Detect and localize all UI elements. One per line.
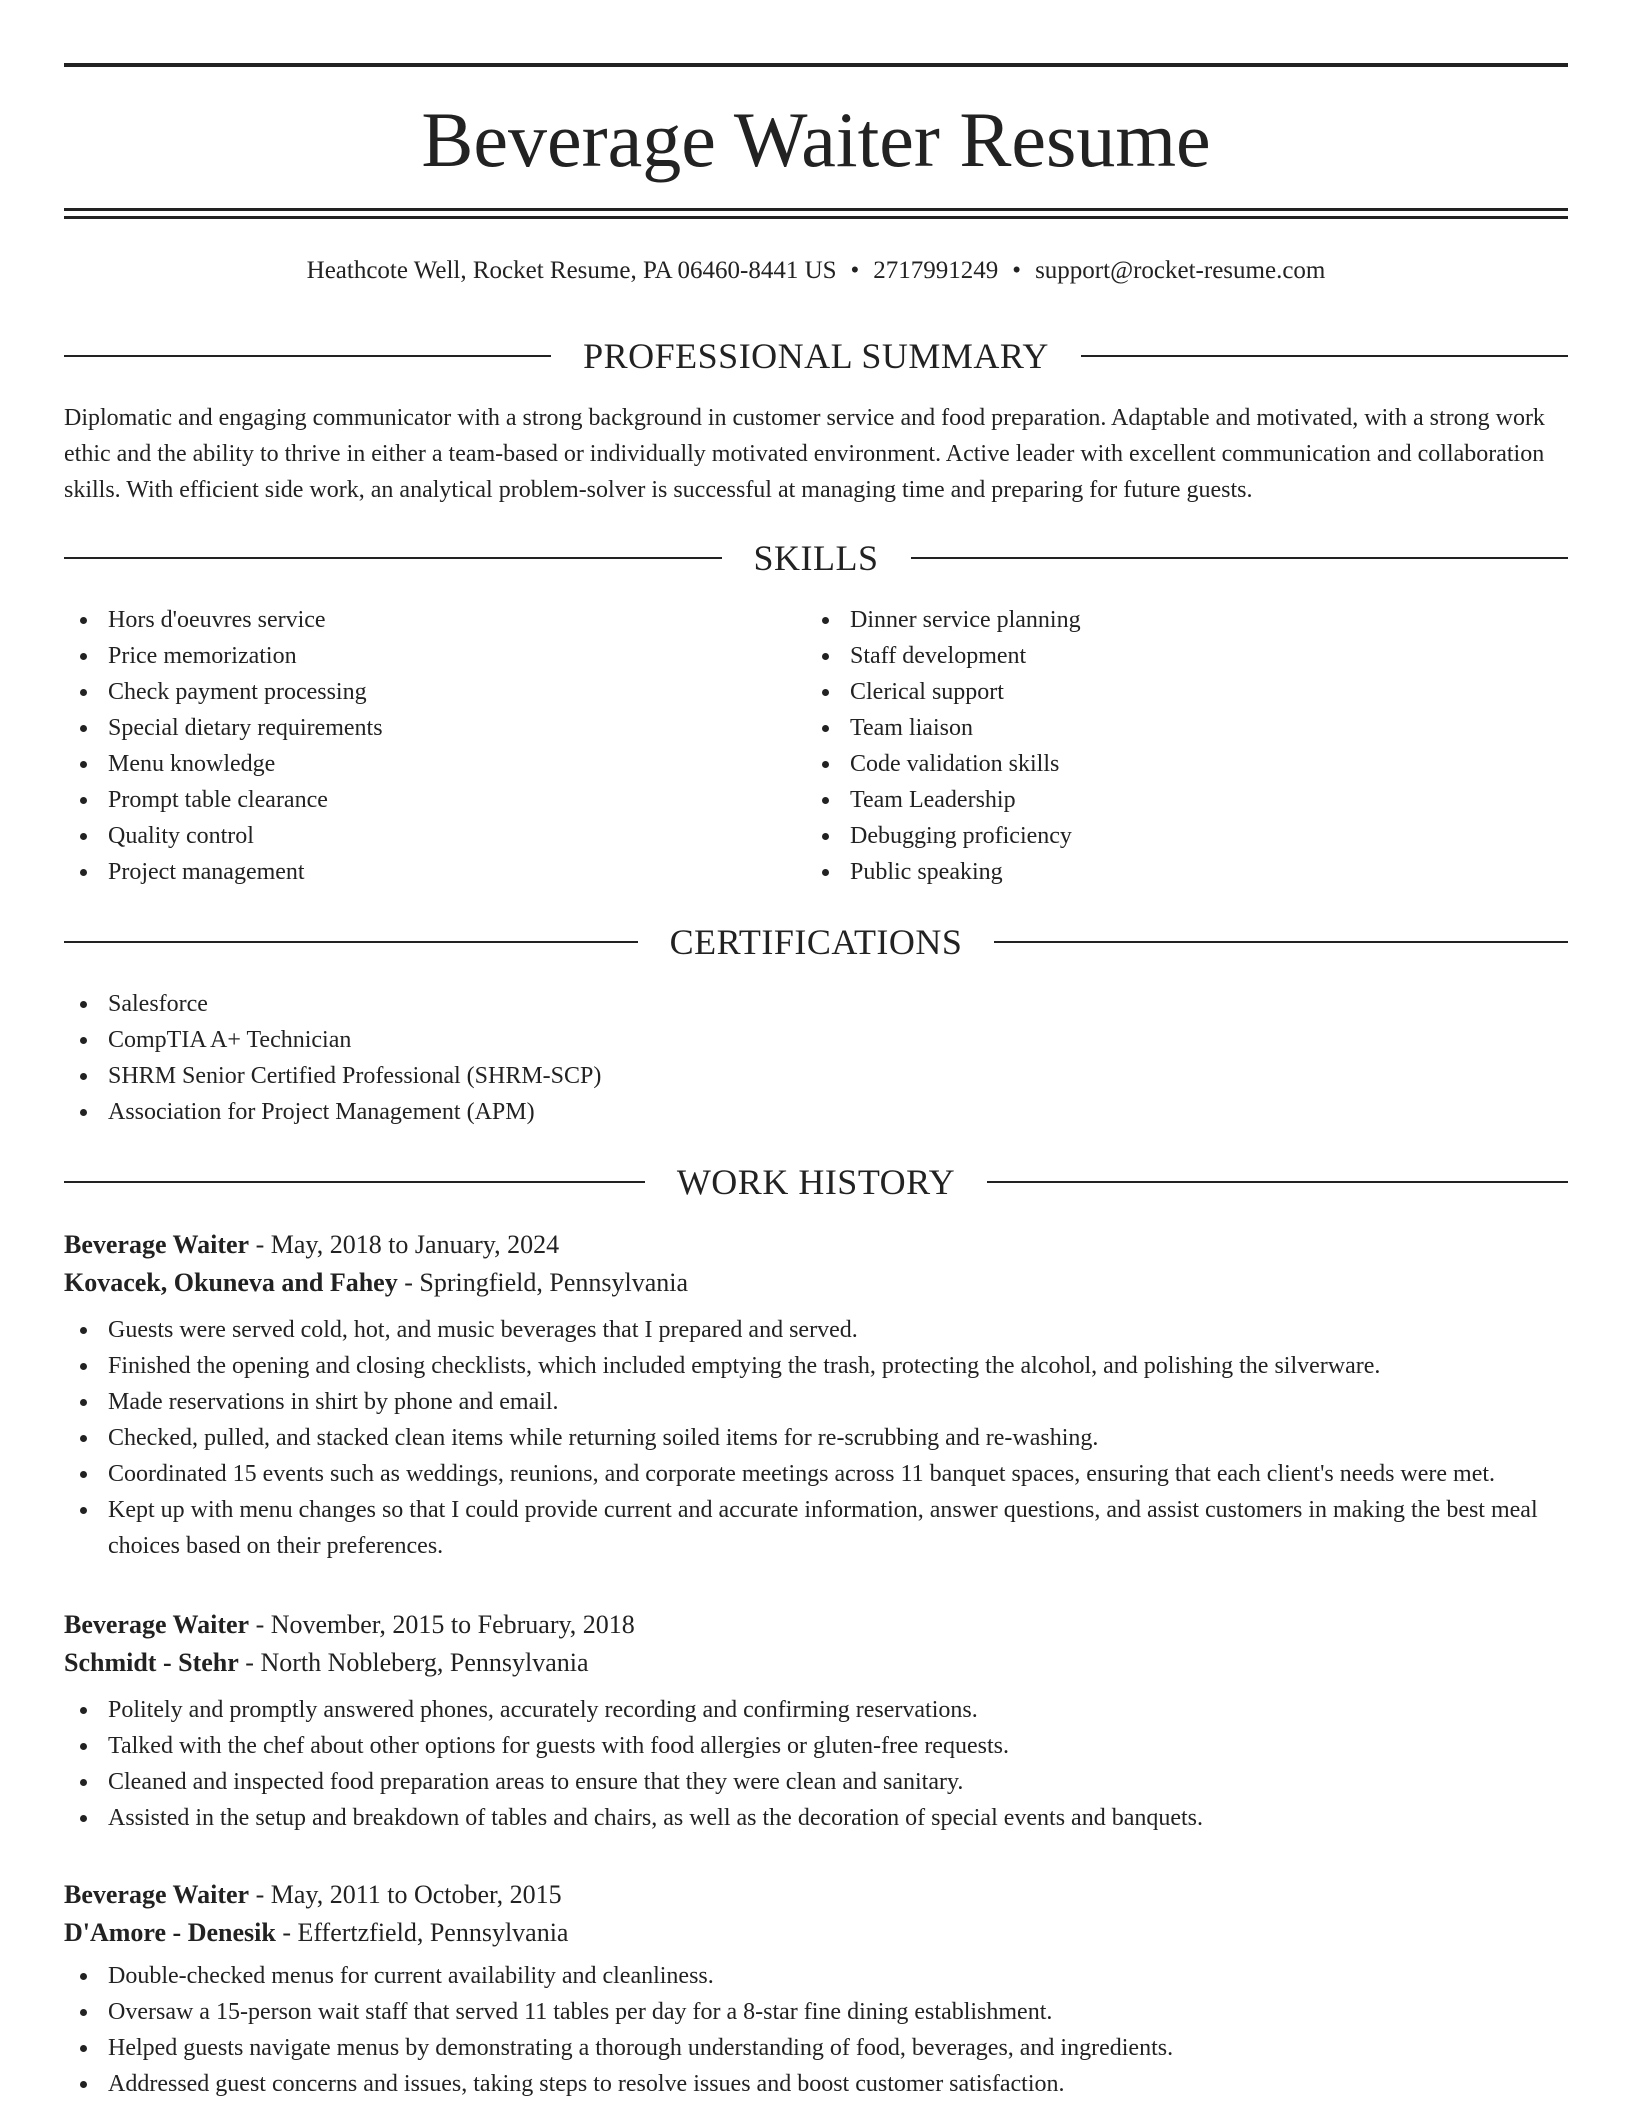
heading-rule bbox=[911, 557, 1569, 559]
skill-item: Code validation skills bbox=[806, 746, 1506, 782]
skills-list-left bbox=[64, 602, 764, 890]
skills-list-right bbox=[806, 602, 1506, 890]
job-duty: Oversaw a 15-person wait staff that served 11 tables per day for a 8-star fine dining establishment. bbox=[64, 1994, 1568, 2030]
contact-phone[interactable]: 2717991249 bbox=[873, 257, 999, 284]
job-duty: Checked, pulled, and stacked clean items while returning soiled items for re-scrubbing and re-washing. bbox=[64, 1420, 1568, 1456]
job-title-line bbox=[64, 1226, 1568, 1264]
section-heading-skills bbox=[64, 536, 1568, 580]
skill-item: Price memorization bbox=[64, 638, 764, 674]
contact-separator: • bbox=[1012, 257, 1022, 284]
contact-line bbox=[64, 254, 1568, 288]
section-heading-certifications bbox=[64, 920, 1568, 964]
job-entry bbox=[64, 1606, 1568, 1836]
job-duty: Made reservations in shirt by phone and email. bbox=[64, 1384, 1568, 1420]
title-rule-lower bbox=[64, 216, 1568, 219]
section-heading-work-history bbox=[64, 1160, 1568, 1204]
certification-item: SHRM Senior Certified Professional (SHRM-SCP) bbox=[64, 1058, 1064, 1094]
skill-item: Team Leadership bbox=[806, 782, 1506, 818]
contact-separator: • bbox=[850, 257, 860, 284]
heading-rule bbox=[1081, 355, 1568, 357]
skill-item: Staff development bbox=[806, 638, 1506, 674]
job-dates: - November, 2015 to February, 2018 bbox=[249, 1610, 635, 1639]
skill-item: Quality control bbox=[64, 818, 764, 854]
skill-item: Clerical support bbox=[806, 674, 1506, 710]
job-duty: Assisted in the setup and breakdown of tables and chairs, as well as the decoration of special events and banquets. bbox=[64, 1800, 1568, 1836]
section-title: PROFESSIONAL SUMMARY bbox=[583, 336, 1049, 376]
job-title-line bbox=[64, 1876, 1568, 1914]
job-duty: Finished the opening and closing checklists, which included emptying the trash, protecting the alcohol, and polishing the silverware. bbox=[64, 1348, 1568, 1384]
skill-item: Check payment processing bbox=[64, 674, 764, 710]
summary-text: Diplomatic and engaging communicator with a strong background in customer service and food preparation. Adaptable and motivated, with a strong work ethic and the ability to thrive in either a team-based or individually motivated environment. Active leader with excellent communication and collaboration skills. With efficient side work, an analytical problem-solver is successful at managing time and preparing for future guests. bbox=[64, 405, 1545, 503]
job-company-line bbox=[64, 1644, 1568, 1682]
certification-item: Salesforce bbox=[64, 986, 1064, 1022]
certification-item: Association for Project Management (APM) bbox=[64, 1094, 1064, 1130]
job-title: Beverage Waiter bbox=[64, 1610, 250, 1639]
job-location: - Effertzfield, Pennsylvania bbox=[275, 1918, 569, 1947]
job-duty: Cleaned and inspected food preparation areas to ensure that they were clean and sanitary. bbox=[64, 1764, 1568, 1800]
job-duty: Talked with the chef about other options for guests with food allergies or gluten-free requests. bbox=[64, 1728, 1568, 1764]
contact-address: Heathcote Well, Rocket Resume, PA 06460-8441 US bbox=[306, 257, 837, 284]
section-heading-summary bbox=[64, 334, 1568, 378]
job-location: - Springfield, Pennsylvania bbox=[397, 1268, 689, 1297]
heading-rule bbox=[64, 1181, 645, 1183]
resume-title: Beverage Waiter Resume bbox=[421, 96, 1211, 183]
section-title: WORK HISTORY bbox=[676, 1162, 956, 1202]
skill-item: Team liaison bbox=[806, 710, 1506, 746]
job-duty: Kept up with menu changes so that I could provide current and accurate information, answer questions, and assist customers in making the best meal choices based on their preferences. bbox=[64, 1492, 1568, 1564]
job-duty: Double-checked menus for current availability and cleanliness. bbox=[64, 1958, 1568, 1994]
job-title: Beverage Waiter bbox=[64, 1880, 250, 1909]
job-company-line bbox=[64, 1264, 1568, 1302]
heading-rule bbox=[64, 941, 638, 943]
job-duty: Guests were served cold, hot, and music beverages that I prepared and served. bbox=[64, 1312, 1568, 1348]
job-duty: Politely and promptly answered phones, accurately recording and confirming reservations. bbox=[64, 1692, 1568, 1728]
skill-item: Special dietary requirements bbox=[64, 710, 764, 746]
job-location: - North Nobleberg, Pennsylvania bbox=[238, 1648, 589, 1677]
job-duties-list bbox=[64, 1312, 1568, 1564]
skill-item: Dinner service planning bbox=[806, 602, 1506, 638]
job-company: D'Amore - Denesik bbox=[64, 1918, 276, 1947]
job-entry bbox=[64, 1876, 1568, 2102]
heading-rule bbox=[987, 1181, 1568, 1183]
certification-item: CompTIA A+ Technician bbox=[64, 1022, 1064, 1058]
job-company: Schmidt - Stehr bbox=[64, 1648, 239, 1677]
job-title: Beverage Waiter bbox=[64, 1230, 250, 1259]
skill-item: Project management bbox=[64, 854, 764, 890]
job-duty: Addressed guest concerns and issues, taking steps to resolve issues and boost customer satisfaction. bbox=[64, 2066, 1568, 2102]
skill-item: Menu knowledge bbox=[64, 746, 764, 782]
heading-rule bbox=[64, 355, 551, 357]
skill-item: Hors d'oeuvres service bbox=[64, 602, 764, 638]
title-rule-upper bbox=[64, 208, 1568, 211]
job-entry bbox=[64, 1226, 1568, 1564]
skill-item: Prompt table clearance bbox=[64, 782, 764, 818]
certifications-list bbox=[64, 986, 1064, 1130]
job-dates: - May, 2018 to January, 2024 bbox=[249, 1230, 560, 1259]
skill-item: Public speaking bbox=[806, 854, 1506, 890]
job-dates: - May, 2011 to October, 2015 bbox=[249, 1880, 562, 1909]
job-duty: Helped guests navigate menus by demonstrating a thorough understanding of food, beverages, and ingredients. bbox=[64, 2030, 1568, 2066]
job-company: Kovacek, Okuneva and Fahey bbox=[64, 1268, 398, 1297]
skill-item: Debugging proficiency bbox=[806, 818, 1506, 854]
heading-rule bbox=[994, 941, 1568, 943]
section-title: SKILLS bbox=[753, 538, 879, 578]
section-title: CERTIFICATIONS bbox=[669, 922, 963, 962]
job-duty: Coordinated 15 events such as weddings, reunions, and corporate meetings across 11 banquet spaces, ensuring that each client's needs were met. bbox=[64, 1456, 1568, 1492]
heading-rule bbox=[64, 557, 722, 559]
job-duties-list bbox=[64, 1958, 1568, 2102]
contact-email[interactable]: support@rocket-resume.com bbox=[1035, 257, 1326, 284]
job-title-line bbox=[64, 1606, 1568, 1644]
job-company-line bbox=[64, 1914, 1568, 1952]
top-rule bbox=[64, 63, 1568, 67]
job-duties-list bbox=[64, 1692, 1568, 1836]
